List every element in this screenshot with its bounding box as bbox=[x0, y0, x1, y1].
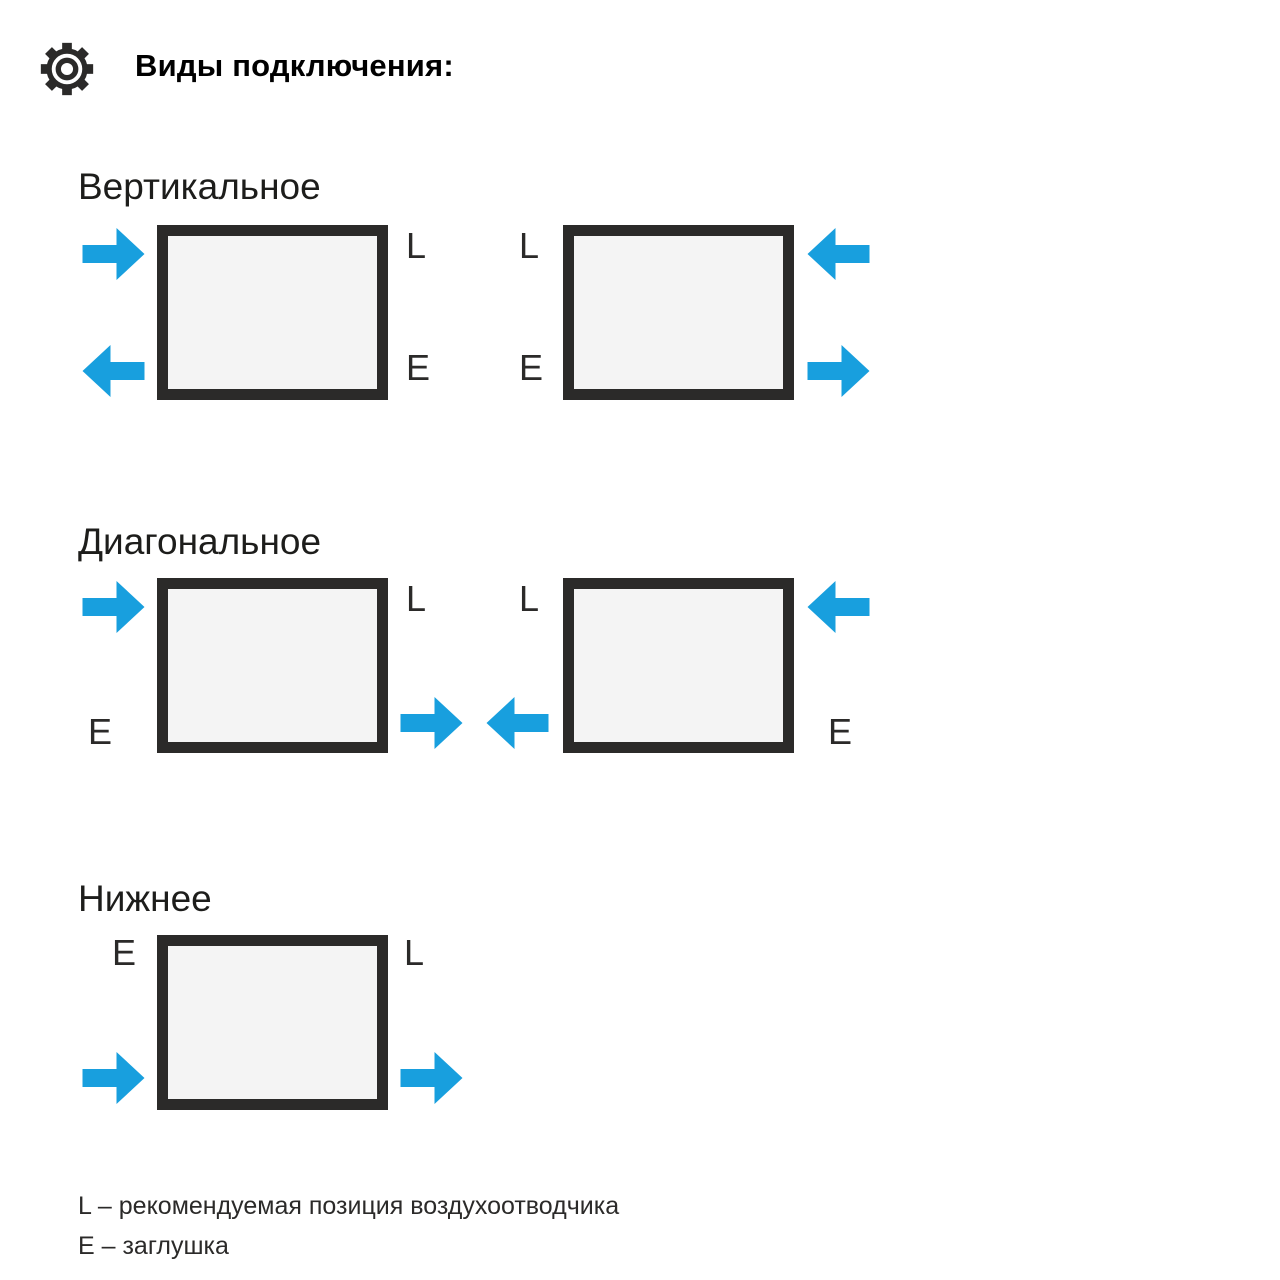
flow-inlet-arrow-icon bbox=[82, 228, 145, 280]
flow-inlet-arrow-icon bbox=[807, 228, 870, 280]
flow-inlet-arrow-icon bbox=[807, 581, 870, 633]
plug-label: E bbox=[828, 711, 853, 752]
flow-outlet-arrow-icon bbox=[82, 345, 145, 397]
legend-plug-line: E – заглушка bbox=[78, 1232, 229, 1260]
page-title: Виды подключения: bbox=[135, 48, 454, 83]
section-title-diagonal: Диагональное bbox=[78, 521, 322, 562]
plug-label: E bbox=[112, 932, 137, 973]
air-vent-label: L bbox=[404, 932, 425, 973]
plug-label: E bbox=[406, 347, 431, 388]
flow-inlet-arrow-icon bbox=[82, 1052, 145, 1104]
gear-icon bbox=[36, 38, 98, 100]
flow-outlet-arrow-icon bbox=[400, 1052, 463, 1104]
plug-label: E bbox=[88, 711, 113, 752]
flow-outlet-arrow-icon bbox=[486, 697, 549, 749]
radiator-body bbox=[563, 225, 794, 400]
section-title-bottom: Нижнее bbox=[78, 878, 212, 919]
radiator-body bbox=[157, 578, 388, 753]
legend-air-vent-line: L – рекомендуемая позиция воздухоотводчика bbox=[78, 1192, 620, 1220]
radiator-body bbox=[157, 225, 388, 400]
section-title-vertical: Вертикальное bbox=[78, 166, 321, 207]
legend bbox=[78, 1186, 619, 1266]
air-vent-label: L bbox=[406, 578, 427, 619]
radiator-body bbox=[157, 935, 388, 1110]
air-vent-label: L bbox=[406, 225, 427, 266]
air-vent-label: L bbox=[519, 225, 540, 266]
plug-label: E bbox=[519, 347, 544, 388]
flow-outlet-arrow-icon bbox=[400, 697, 463, 749]
air-vent-label: L bbox=[519, 578, 540, 619]
flow-inlet-arrow-icon bbox=[82, 581, 145, 633]
flow-outlet-arrow-icon bbox=[807, 345, 870, 397]
radiator-body bbox=[563, 578, 794, 753]
